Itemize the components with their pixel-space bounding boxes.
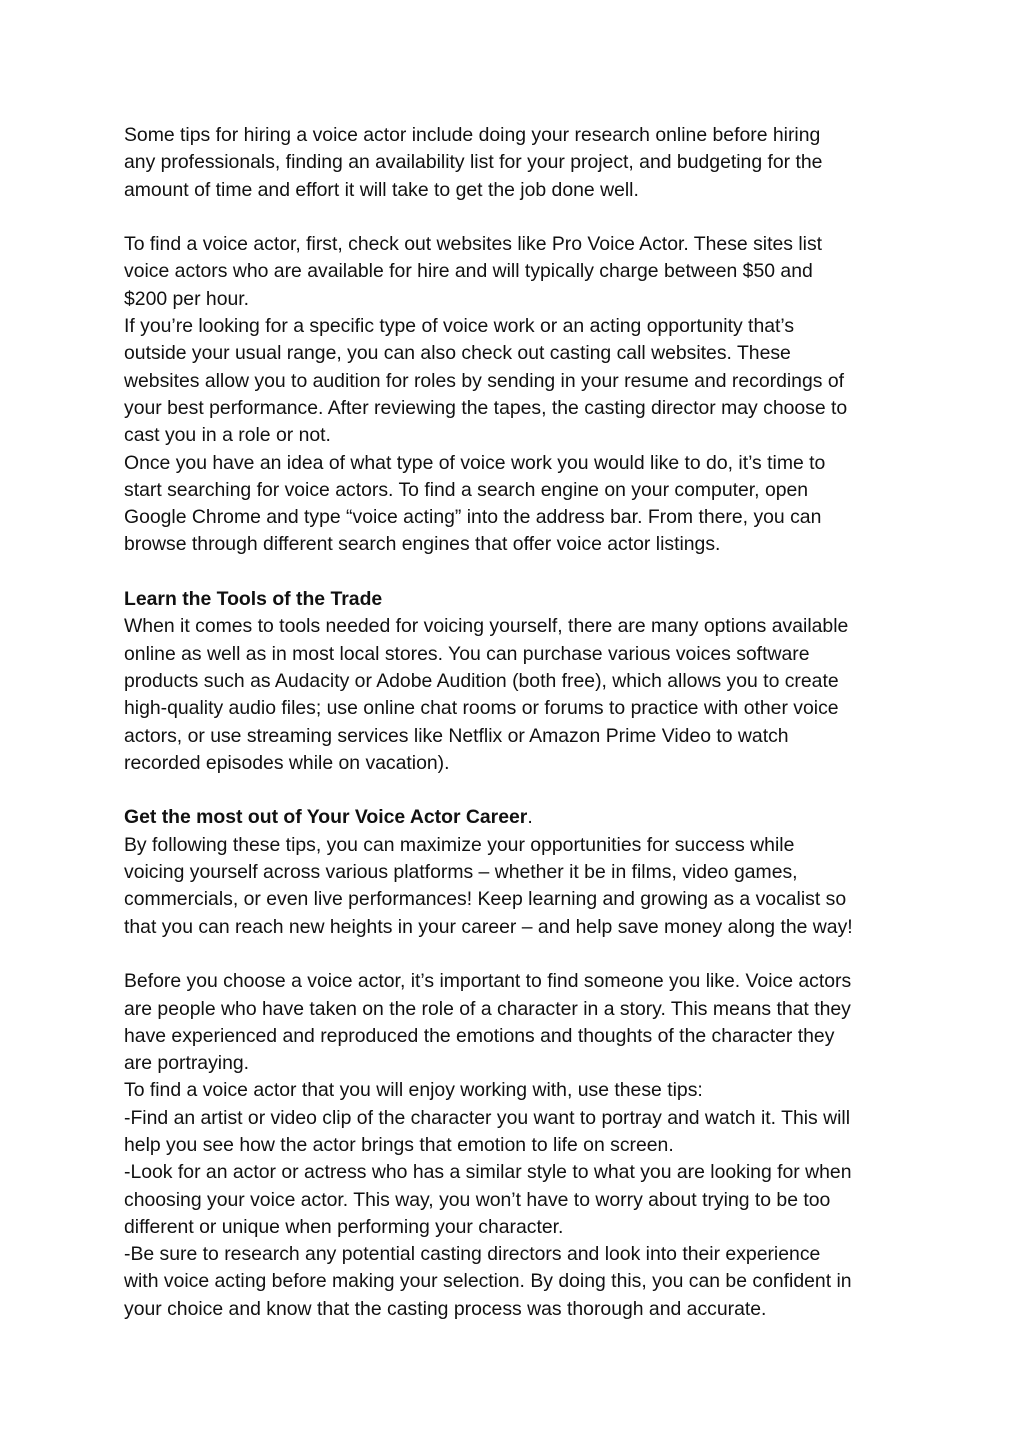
- section-heading-text: Learn the Tools of the Trade: [124, 588, 383, 611]
- text-line: start searching for voice actors. To find a search engine on your computer, open: [124, 478, 809, 501]
- text-line: help you see how the actor brings that emotion to life on screen.: [124, 1133, 674, 1156]
- paragraph-spacer: [124, 777, 914, 804]
- text-line: browse through different search engines that offer voice actor listings.: [124, 533, 721, 556]
- text-line: different or unique when performing your character.: [124, 1215, 564, 1238]
- text-line: To find a voice actor, first, check out websites like Pro Voice Actor. These sites list: [124, 233, 823, 256]
- text-line: choosing your voice actor. This way, you won’t have to worry about trying to be too: [124, 1188, 831, 1211]
- text-line: with voice acting before making your selection. By doing this, you can be confident in: [124, 1270, 852, 1293]
- section-heading-text: Get the most out of Your Voice Actor Career: [124, 806, 528, 829]
- paragraph: [124, 313, 914, 449]
- section-heading: [124, 804, 914, 831]
- section-heading: [124, 586, 914, 613]
- text-line: high-quality audio files; use online chat rooms or forums to practice with other voice: [124, 697, 839, 720]
- text-line: are people who have taken on the role of a character in a story. This means that they: [124, 997, 851, 1020]
- text-line: Once you have an idea of what type of voice work you would like to do, it’s time to: [124, 451, 826, 474]
- text-line: If you’re looking for a specific type of voice work or an acting opportunity that’s: [124, 315, 795, 338]
- text-line: voicing yourself across various platforms – whether it be in films, video games,: [124, 861, 798, 884]
- paragraph: [124, 122, 914, 204]
- paragraph: [124, 231, 914, 313]
- text-line: online as well as in most local stores. You can purchase various voices software: [124, 642, 810, 665]
- text-line: -Find an artist or video clip of the character you want to portray and watch it. This will: [124, 1106, 851, 1129]
- text-line: websites allow you to audition for roles by sending in your resume and recordings of: [124, 369, 845, 392]
- text-line: Google Chrome and type “voice acting” into the address bar. From there, you can: [124, 506, 822, 529]
- text-line: Some tips for hiring a voice actor include doing your research online before hiring: [124, 124, 821, 146]
- text-line: Before you choose a voice actor, it’s important to find someone you like. Voice actors: [124, 970, 852, 993]
- text-line: are portraying.: [124, 1052, 250, 1075]
- paragraph: [124, 1241, 914, 1323]
- paragraph: [124, 613, 914, 777]
- section-heading-suffix: .: [527, 806, 533, 829]
- text-line: voice actors who are available for hire and will typically charge between $50 and: [124, 260, 813, 283]
- text-line: -Look for an actor or actress who has a similar style to what you are looking for when: [124, 1161, 852, 1184]
- text-line: outside your usual range, you can also check out casting call websites. These: [124, 342, 791, 365]
- text-line: cast you in a role or not.: [124, 424, 331, 447]
- paragraph: [124, 968, 914, 1077]
- text-line: recorded episodes while on vacation).: [124, 751, 450, 774]
- text-line: $200 per hour.: [124, 287, 250, 310]
- text-line: have experienced and reproduced the emotions and thoughts of the character they: [124, 1024, 835, 1047]
- text-line: commercials, or even live performances! Keep learning and growing as a vocalist so: [124, 888, 847, 911]
- document-page: [124, 122, 914, 1323]
- text-line: your choice and know that the casting process was thorough and accurate.: [124, 1297, 767, 1320]
- text-line: By following these tips, you can maximize your opportunities for success while: [124, 833, 795, 856]
- paragraph: [124, 1105, 914, 1160]
- text-line: that you can reach new heights in your career – and help save money along the way!: [124, 915, 853, 938]
- paragraph: [124, 832, 914, 941]
- text-line: actors, or use streaming services like Netflix or Amazon Prime Video to watch: [124, 724, 789, 747]
- text-line: products such as Audacity or Adobe Audition (both free), which allows you to create: [124, 669, 839, 692]
- paragraph-spacer: [124, 941, 914, 968]
- paragraph-spacer: [124, 204, 914, 231]
- text-line: To find a voice actor that you will enjoy working with, use these tips:: [124, 1079, 703, 1102]
- paragraph: [124, 1077, 914, 1104]
- text-line: amount of time and effort it will take to get the job done well.: [124, 178, 639, 201]
- paragraph: [124, 450, 914, 559]
- text-line: any professionals, finding an availability list for your project, and budgeting for the: [124, 151, 823, 174]
- paragraph: [124, 1159, 914, 1241]
- text-line: When it comes to tools needed for voicing yourself, there are many options available: [124, 615, 849, 638]
- text-line: your best performance. After reviewing the tapes, the casting director may choose to: [124, 396, 848, 419]
- text-line: -Be sure to research any potential casting directors and look into their experience: [124, 1243, 821, 1266]
- paragraph-spacer: [124, 559, 914, 586]
